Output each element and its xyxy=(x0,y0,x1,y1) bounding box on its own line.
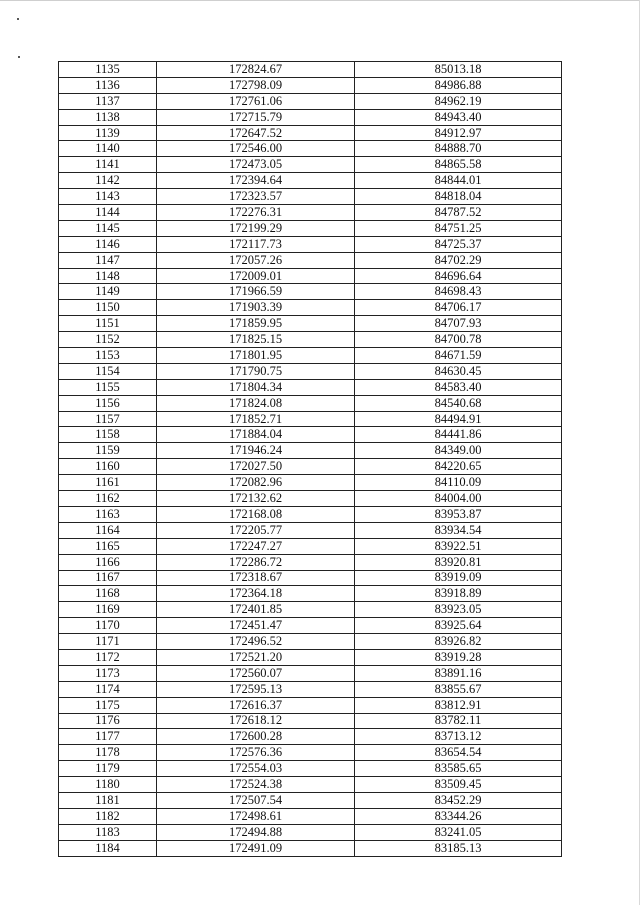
point-number-cell: 1149 xyxy=(59,284,157,300)
point-number-cell: 1142 xyxy=(59,173,157,189)
x-coordinate-cell: 172618.12 xyxy=(157,713,355,729)
x-coordinate-cell: 172168.08 xyxy=(157,506,355,522)
y-coordinate-cell: 84494.91 xyxy=(355,411,562,427)
table-row xyxy=(59,300,562,316)
table-row xyxy=(59,475,562,491)
table-row xyxy=(59,316,562,332)
table-row xyxy=(59,618,562,634)
y-coordinate-cell: 84751.25 xyxy=(355,220,562,236)
point-number-cell: 1145 xyxy=(59,220,157,236)
x-coordinate-cell: 172715.79 xyxy=(157,109,355,125)
point-number-cell: 1158 xyxy=(59,427,157,443)
point-number-cell: 1164 xyxy=(59,522,157,538)
y-coordinate-cell: 83934.54 xyxy=(355,522,562,538)
x-coordinate-cell: 172473.05 xyxy=(157,157,355,173)
y-coordinate-cell: 83713.12 xyxy=(355,729,562,745)
x-coordinate-cell: 171824.08 xyxy=(157,395,355,411)
y-coordinate-cell: 83654.54 xyxy=(355,745,562,761)
point-number-cell: 1135 xyxy=(59,62,157,78)
y-coordinate-cell: 84725.37 xyxy=(355,236,562,252)
point-number-cell: 1176 xyxy=(59,713,157,729)
point-number-cell: 1159 xyxy=(59,443,157,459)
y-coordinate-cell: 83452.29 xyxy=(355,792,562,808)
scan-speck xyxy=(18,56,20,58)
y-coordinate-cell: 83509.45 xyxy=(355,777,562,793)
point-number-cell: 1136 xyxy=(59,77,157,93)
x-coordinate-cell: 172647.52 xyxy=(157,125,355,141)
y-coordinate-cell: 84441.86 xyxy=(355,427,562,443)
point-number-cell: 1178 xyxy=(59,745,157,761)
x-coordinate-cell: 172286.72 xyxy=(157,554,355,570)
x-coordinate-cell: 172199.29 xyxy=(157,220,355,236)
y-coordinate-cell: 83918.89 xyxy=(355,586,562,602)
scan-speck xyxy=(17,18,19,20)
x-coordinate-cell: 171859.95 xyxy=(157,316,355,332)
y-coordinate-cell: 83953.87 xyxy=(355,506,562,522)
x-coordinate-cell: 172394.64 xyxy=(157,173,355,189)
point-number-cell: 1140 xyxy=(59,141,157,157)
table-row xyxy=(59,538,562,554)
point-number-cell: 1154 xyxy=(59,363,157,379)
point-number-cell: 1173 xyxy=(59,665,157,681)
point-number-cell: 1182 xyxy=(59,808,157,824)
x-coordinate-cell: 171801.95 xyxy=(157,348,355,364)
x-coordinate-cell: 171790.75 xyxy=(157,363,355,379)
x-coordinate-cell: 172401.85 xyxy=(157,602,355,618)
table-row xyxy=(59,522,562,538)
point-number-cell: 1163 xyxy=(59,506,157,522)
y-coordinate-cell: 84787.52 xyxy=(355,205,562,221)
point-number-cell: 1152 xyxy=(59,332,157,348)
y-coordinate-cell: 83919.28 xyxy=(355,649,562,665)
x-coordinate-cell: 172009.01 xyxy=(157,268,355,284)
x-coordinate-cell: 172554.03 xyxy=(157,761,355,777)
point-number-cell: 1181 xyxy=(59,792,157,808)
y-coordinate-cell: 84110.09 xyxy=(355,475,562,491)
x-coordinate-cell: 172761.06 xyxy=(157,93,355,109)
table-row xyxy=(59,427,562,443)
x-coordinate-cell: 171903.39 xyxy=(157,300,355,316)
point-number-cell: 1180 xyxy=(59,777,157,793)
table-row xyxy=(59,506,562,522)
point-number-cell: 1183 xyxy=(59,824,157,840)
y-coordinate-cell: 84671.59 xyxy=(355,348,562,364)
y-coordinate-cell: 83925.64 xyxy=(355,618,562,634)
y-coordinate-cell: 83782.11 xyxy=(355,713,562,729)
y-coordinate-cell: 83241.05 xyxy=(355,824,562,840)
y-coordinate-cell: 83923.05 xyxy=(355,602,562,618)
point-number-cell: 1147 xyxy=(59,252,157,268)
y-coordinate-cell: 83855.67 xyxy=(355,681,562,697)
table-row xyxy=(59,284,562,300)
point-number-cell: 1157 xyxy=(59,411,157,427)
y-coordinate-cell: 84865.58 xyxy=(355,157,562,173)
point-number-cell: 1146 xyxy=(59,236,157,252)
table-row xyxy=(59,459,562,475)
y-coordinate-cell: 85013.18 xyxy=(355,62,562,78)
point-number-cell: 1148 xyxy=(59,268,157,284)
table-row xyxy=(59,729,562,745)
table-row xyxy=(59,363,562,379)
y-coordinate-cell: 84707.93 xyxy=(355,316,562,332)
table-row xyxy=(59,824,562,840)
x-coordinate-cell: 172824.67 xyxy=(157,62,355,78)
y-coordinate-cell: 84962.19 xyxy=(355,93,562,109)
table-row xyxy=(59,379,562,395)
point-number-cell: 1168 xyxy=(59,586,157,602)
x-coordinate-cell: 172117.73 xyxy=(157,236,355,252)
table-row xyxy=(59,697,562,713)
x-coordinate-cell: 172521.20 xyxy=(157,649,355,665)
table-row xyxy=(59,395,562,411)
table-row xyxy=(59,570,562,586)
x-coordinate-cell: 172524.38 xyxy=(157,777,355,793)
table-row xyxy=(59,93,562,109)
x-coordinate-cell: 172494.88 xyxy=(157,824,355,840)
y-coordinate-cell: 84706.17 xyxy=(355,300,562,316)
table-row xyxy=(59,236,562,252)
x-coordinate-cell: 172451.47 xyxy=(157,618,355,634)
table-row xyxy=(59,109,562,125)
table-row xyxy=(59,681,562,697)
table-row xyxy=(59,713,562,729)
y-coordinate-cell: 83812.91 xyxy=(355,697,562,713)
table-row xyxy=(59,268,562,284)
y-coordinate-cell: 83922.51 xyxy=(355,538,562,554)
table-row xyxy=(59,189,562,205)
point-number-cell: 1166 xyxy=(59,554,157,570)
point-number-cell: 1144 xyxy=(59,205,157,221)
x-coordinate-cell: 172247.27 xyxy=(157,538,355,554)
point-number-cell: 1161 xyxy=(59,475,157,491)
table-row xyxy=(59,602,562,618)
x-coordinate-cell: 172600.28 xyxy=(157,729,355,745)
y-coordinate-cell: 83891.16 xyxy=(355,665,562,681)
table-row xyxy=(59,634,562,650)
point-number-cell: 1151 xyxy=(59,316,157,332)
table-row xyxy=(59,62,562,78)
table-row xyxy=(59,491,562,507)
y-coordinate-cell: 83920.81 xyxy=(355,554,562,570)
point-number-cell: 1169 xyxy=(59,602,157,618)
table-row xyxy=(59,554,562,570)
table-row xyxy=(59,332,562,348)
x-coordinate-cell: 171825.15 xyxy=(157,332,355,348)
x-coordinate-cell: 172491.09 xyxy=(157,840,355,856)
table-row xyxy=(59,125,562,141)
x-coordinate-cell: 172546.00 xyxy=(157,141,355,157)
x-coordinate-cell: 172507.54 xyxy=(157,792,355,808)
table-row xyxy=(59,173,562,189)
table-row xyxy=(59,141,562,157)
x-coordinate-cell: 171946.24 xyxy=(157,443,355,459)
x-coordinate-cell: 172496.52 xyxy=(157,634,355,650)
y-coordinate-cell: 84004.00 xyxy=(355,491,562,507)
y-coordinate-cell: 83926.82 xyxy=(355,634,562,650)
x-coordinate-cell: 172057.26 xyxy=(157,252,355,268)
y-coordinate-cell: 84583.40 xyxy=(355,379,562,395)
y-coordinate-cell: 84698.43 xyxy=(355,284,562,300)
table-row xyxy=(59,205,562,221)
y-coordinate-cell: 84943.40 xyxy=(355,109,562,125)
table-row xyxy=(59,411,562,427)
y-coordinate-cell: 84349.00 xyxy=(355,443,562,459)
point-number-cell: 1170 xyxy=(59,618,157,634)
table-row xyxy=(59,348,562,364)
x-coordinate-cell: 172798.09 xyxy=(157,77,355,93)
table-row xyxy=(59,761,562,777)
point-number-cell: 1175 xyxy=(59,697,157,713)
point-number-cell: 1156 xyxy=(59,395,157,411)
point-number-cell: 1165 xyxy=(59,538,157,554)
point-number-cell: 1155 xyxy=(59,379,157,395)
point-number-cell: 1138 xyxy=(59,109,157,125)
point-number-cell: 1172 xyxy=(59,649,157,665)
y-coordinate-cell: 84220.65 xyxy=(355,459,562,475)
point-number-cell: 1150 xyxy=(59,300,157,316)
y-coordinate-cell: 83585.65 xyxy=(355,761,562,777)
y-coordinate-cell: 84986.88 xyxy=(355,77,562,93)
table-row xyxy=(59,777,562,793)
y-coordinate-cell: 84630.45 xyxy=(355,363,562,379)
table-row xyxy=(59,745,562,761)
x-coordinate-cell: 171966.59 xyxy=(157,284,355,300)
coordinate-table-body xyxy=(59,62,562,857)
table-row xyxy=(59,792,562,808)
point-number-cell: 1137 xyxy=(59,93,157,109)
point-number-cell: 1162 xyxy=(59,491,157,507)
y-coordinate-cell: 84888.70 xyxy=(355,141,562,157)
x-coordinate-cell: 172132.62 xyxy=(157,491,355,507)
y-coordinate-cell: 84844.01 xyxy=(355,173,562,189)
table-row xyxy=(59,443,562,459)
point-number-cell: 1153 xyxy=(59,348,157,364)
y-coordinate-cell: 84912.97 xyxy=(355,125,562,141)
x-coordinate-cell: 172576.36 xyxy=(157,745,355,761)
table-row xyxy=(59,77,562,93)
x-coordinate-cell: 172318.67 xyxy=(157,570,355,586)
point-number-cell: 1141 xyxy=(59,157,157,173)
x-coordinate-cell: 171804.34 xyxy=(157,379,355,395)
y-coordinate-cell: 84696.64 xyxy=(355,268,562,284)
table-row xyxy=(59,808,562,824)
point-number-cell: 1177 xyxy=(59,729,157,745)
point-number-cell: 1139 xyxy=(59,125,157,141)
x-coordinate-cell: 172323.57 xyxy=(157,189,355,205)
point-number-cell: 1143 xyxy=(59,189,157,205)
x-coordinate-cell: 172205.77 xyxy=(157,522,355,538)
x-coordinate-cell: 172560.07 xyxy=(157,665,355,681)
point-number-cell: 1179 xyxy=(59,761,157,777)
table-row xyxy=(59,252,562,268)
x-coordinate-cell: 172498.61 xyxy=(157,808,355,824)
y-coordinate-cell: 84540.68 xyxy=(355,395,562,411)
coordinate-table xyxy=(58,61,562,857)
x-coordinate-cell: 171852.71 xyxy=(157,411,355,427)
point-number-cell: 1160 xyxy=(59,459,157,475)
point-number-cell: 1174 xyxy=(59,681,157,697)
x-coordinate-cell: 172616.37 xyxy=(157,697,355,713)
x-coordinate-cell: 172276.31 xyxy=(157,205,355,221)
table-row xyxy=(59,220,562,236)
y-coordinate-cell: 84818.04 xyxy=(355,189,562,205)
page-edge-top xyxy=(0,0,640,1)
point-number-cell: 1184 xyxy=(59,840,157,856)
y-coordinate-cell: 84700.78 xyxy=(355,332,562,348)
x-coordinate-cell: 172595.13 xyxy=(157,681,355,697)
x-coordinate-cell: 172027.50 xyxy=(157,459,355,475)
x-coordinate-cell: 171884.04 xyxy=(157,427,355,443)
table-row xyxy=(59,840,562,856)
point-number-cell: 1167 xyxy=(59,570,157,586)
y-coordinate-cell: 84702.29 xyxy=(355,252,562,268)
y-coordinate-cell: 83344.26 xyxy=(355,808,562,824)
table-row xyxy=(59,649,562,665)
y-coordinate-cell: 83919.09 xyxy=(355,570,562,586)
x-coordinate-cell: 172364.18 xyxy=(157,586,355,602)
x-coordinate-cell: 172082.96 xyxy=(157,475,355,491)
point-number-cell: 1171 xyxy=(59,634,157,650)
table-row xyxy=(59,586,562,602)
table-row xyxy=(59,665,562,681)
y-coordinate-cell: 83185.13 xyxy=(355,840,562,856)
table-row xyxy=(59,157,562,173)
